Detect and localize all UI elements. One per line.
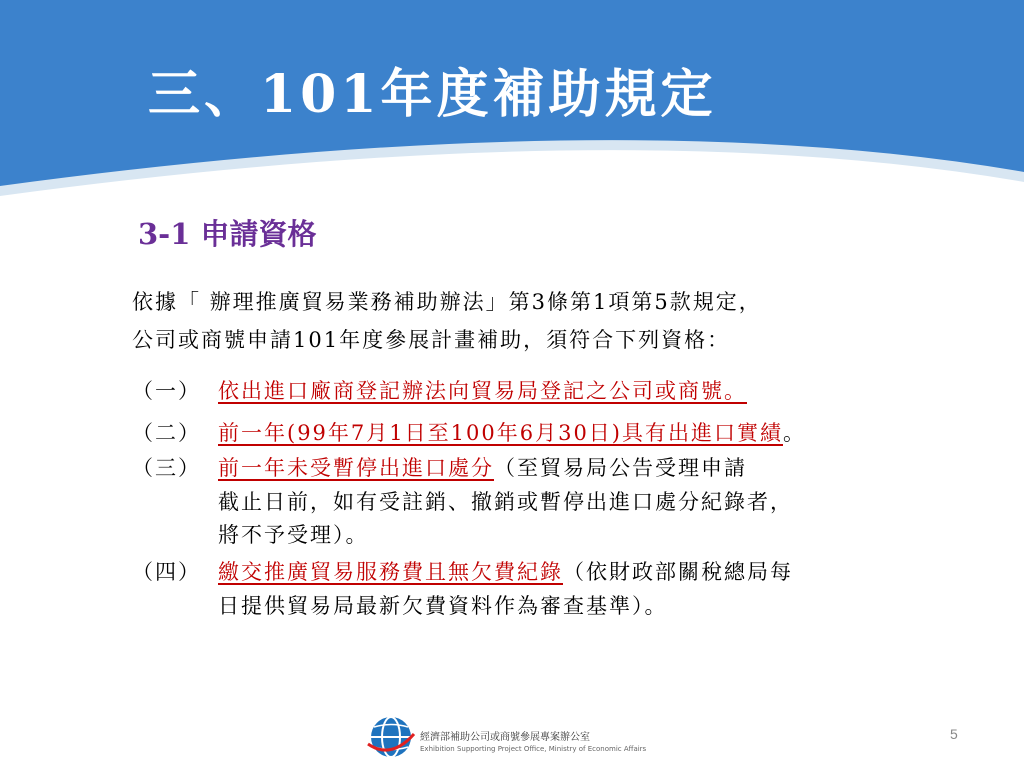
item-highlight: 依出進口廠商登記辦法向貿易局登記之公司或商號。 [218,379,747,403]
item-highlight: 前一年未受暫停出進口處分 [218,456,494,480]
item-continuation: 截止日前，如有受註銷、撤銷或暫停出進口處分紀錄者， [218,490,793,514]
item-number: （四） [132,560,201,584]
intro-line: 公司或商號申請101年度參展計畫補助，須符合下列資格： [132,328,731,352]
item-continuation: 日提供貿易局最新欠費資料作為審查基準）。 [218,594,668,618]
item-continuation: 將不予受理）。 [218,523,369,547]
item-number: （二） [132,421,201,445]
requirement-item-4 [132,556,793,586]
item-rest: （依財政部關稅總局每 [563,560,793,584]
intro-paragraph [132,283,932,359]
slide-title: 三、101年度補助規定 [148,64,717,125]
item-number: （一） [132,379,201,403]
section-subtitle: 3-1 申請資格 [138,217,317,251]
item-number: （三） [132,456,201,480]
requirement-item-3 [132,452,747,482]
footer-organization [420,728,646,753]
footer-org-en: Exhibition Supporting Project Office, Ministry of Economic Affairs [420,745,647,753]
item-rest: 。 [783,421,806,445]
intro-line: 依據「 辦理推廣貿易業務補助辦法」第3條第1項第5款規定， [132,290,762,314]
globe-logo-icon [366,712,416,762]
footer-org-zh: 經濟部補助公司或商號參展專案辦公室 [420,732,590,743]
requirement-item-2 [132,417,806,447]
requirement-item-1 [132,375,747,405]
item-highlight: 前一年(99年7月1日至100年6月30日)具有出進口實績 [218,421,783,445]
item-rest: （至貿易局公告受理申請 [494,456,747,480]
item-highlight: 繳交推廣貿易服務費且無欠費紀錄 [218,560,563,584]
page-number: 5 [950,726,958,742]
